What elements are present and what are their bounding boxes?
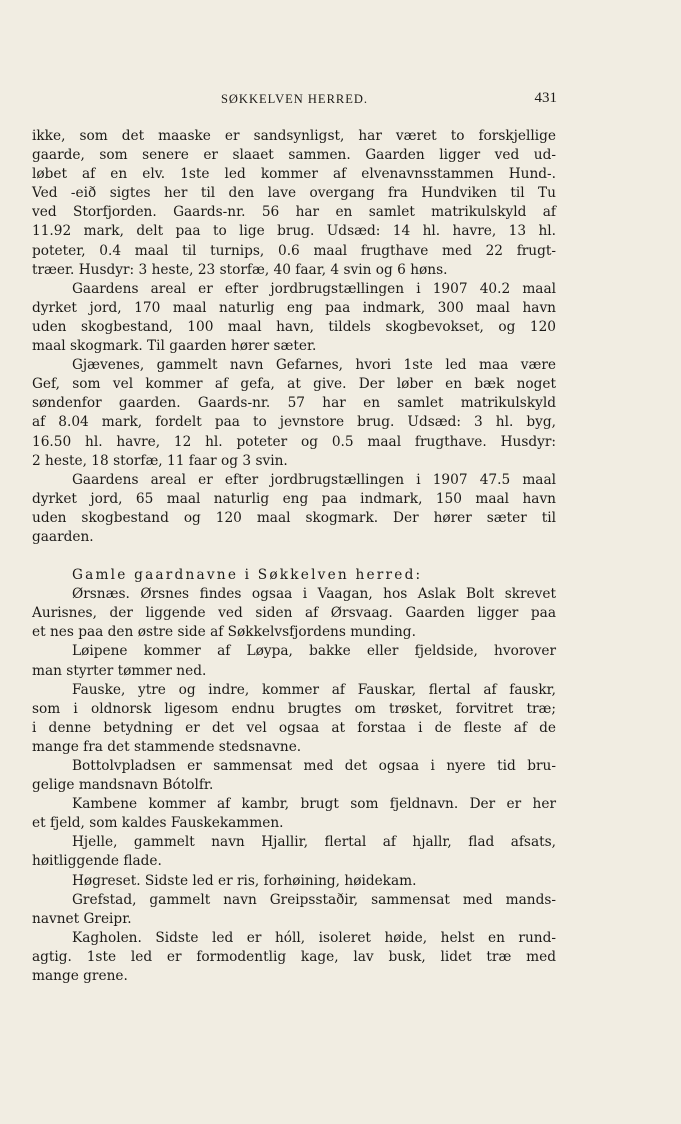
text-line: 16.50 hl. havre, 12 hl. poteter og 0.5 maal frugthave. Husdyr: <box>32 433 556 450</box>
text-line: Gaardens areal er efter jordbrugstællingen i 1907 40.2 maal <box>72 280 556 297</box>
text-line: Gjævenes, gammelt navn Gefarnes, hvori 1ste led maa være <box>72 357 556 374</box>
section-heading: Gamle gaardnavne i Søkkelven herred: <box>72 567 423 584</box>
text-line: uden skogbestand, 100 maal havn, tildels skogbevokset, og 120 <box>32 318 556 335</box>
text-line: Gaardens areal er efter jordbrugstællingen i 1907 47.5 maal <box>72 471 556 488</box>
text-line: Grefstad, gammelt navn Greipsstaðir, sammensat med mands- <box>72 891 556 908</box>
running-title: SØKKELVEN HERRED. <box>220 92 369 106</box>
text-line: Gef, som vel kommer af gefa, at give. Der løber en bæk noget <box>32 376 556 393</box>
text-line: dyrket jord, 65 maal naturlig eng paa indmark, 150 maal havn <box>32 490 556 507</box>
text-line: 11.92 mark, delt paa to lige brug. Udsæd: 14 hl. havre, 13 hl. <box>32 223 556 240</box>
text-line: høitliggende flade. <box>32 853 162 870</box>
text-line: dyrket jord, 170 maal naturlig eng paa indmark, 300 maal havn <box>32 299 556 316</box>
text-line: navnet Greipr. <box>32 910 132 927</box>
text-line: Kambene kommer af kambr, brugt som fjeldnavn. Der er her <box>72 796 556 813</box>
text-line: løbet af en elv. 1ste led kommer af elvenavnsstammen Hund-. <box>32 166 556 183</box>
text-line: Løipene kommer af Løypa, bakke eller fjeldside, hvorover <box>72 643 556 660</box>
text-line: i denne betydning er det vel ogsaa at forstaa i de fleste af de <box>32 719 556 736</box>
text-line: et nes paa den østre side af Søkkelvsfjordens munding. <box>32 624 416 641</box>
text-line: agtig. 1ste led er formodentlig kage, lav busk, lidet træ med <box>32 948 556 965</box>
text-line: et fjeld, som kaldes Fauskekammen. <box>32 815 284 832</box>
text-line: uden skogbestand og 120 maal skogmark. Der hører sæter til <box>32 509 556 526</box>
text-line: Bottolvpladsen er sammensat med det ogsaa i nyere tid bru- <box>72 758 556 774</box>
text-line: træer. Husdyr: 3 heste, 23 storfæ, 40 faar, 4 svin og 6 høns. <box>32 261 448 278</box>
text-line: Aurisnes, der liggende ved siden af Ørsvaag. Gaarden ligger paa <box>32 605 556 622</box>
text-line: Ved -eið sigtes her til den lave overgang fra Hundviken til Tu <box>32 185 556 202</box>
text-line: 2 heste, 18 storfæ, 11 faar og 3 svin. <box>32 452 288 469</box>
text-line: poteter, 0.4 maal til turnips, 0.6 maal frugthave med 22 frugt- <box>32 242 556 259</box>
text-line: maal skogmark. Til gaarden hører sæter. <box>32 338 317 355</box>
text-line: gaarde, som senere er slaaet sammen. Gaarden ligger ved ud- <box>32 147 556 164</box>
page-number: 431 <box>534 90 557 106</box>
text-line: gelige mandsnavn Bótolfr. <box>32 777 214 794</box>
text-line: Hjelle, gammelt navn Hjallir, flertal af hjallr, flad afsats, <box>72 834 556 851</box>
text-line: af 8.04 mark, fordelt paa to jevnstore brug. Udsæd: 3 hl. byg, <box>32 414 556 431</box>
text-line: mange grene. <box>32 968 128 985</box>
text-line: Kagholen. Sidste led er hóll, isoleret høide, helst en rund- <box>72 929 556 946</box>
text-line: man styrter tømmer ned. <box>32 662 207 679</box>
text-line: Fauske, ytre og indre, kommer af Fauskar, flertal af fauskr, <box>72 681 556 698</box>
text-line: Ørsnæs. Ørsnes findes ogsaa i Vaagan, hos Aslak Bolt skrevet <box>72 586 556 603</box>
body-text <box>32 127 556 986</box>
page-header <box>32 92 557 112</box>
text-line: ikke, som det maaske er sandsynligst, har været to forskjellige <box>32 128 556 144</box>
text-line: ved Storfjorden. Gaards-nr. 56 har en samlet matrikulskyld af <box>32 204 556 221</box>
text-line: gaarden. <box>32 528 94 545</box>
text-line: som i oldnorsk ligesom endnu brugtes om trøsket, forvitret træ; <box>32 700 556 717</box>
text-line: mange fra det stammende stedsnavne. <box>32 738 302 755</box>
text-line: Høgreset. Sidste led er ris, forhøining, høidekam. <box>72 872 417 889</box>
text-line: søndenfor gaarden. Gaards-nr. 57 har en samlet matrikulskyld <box>32 395 556 412</box>
